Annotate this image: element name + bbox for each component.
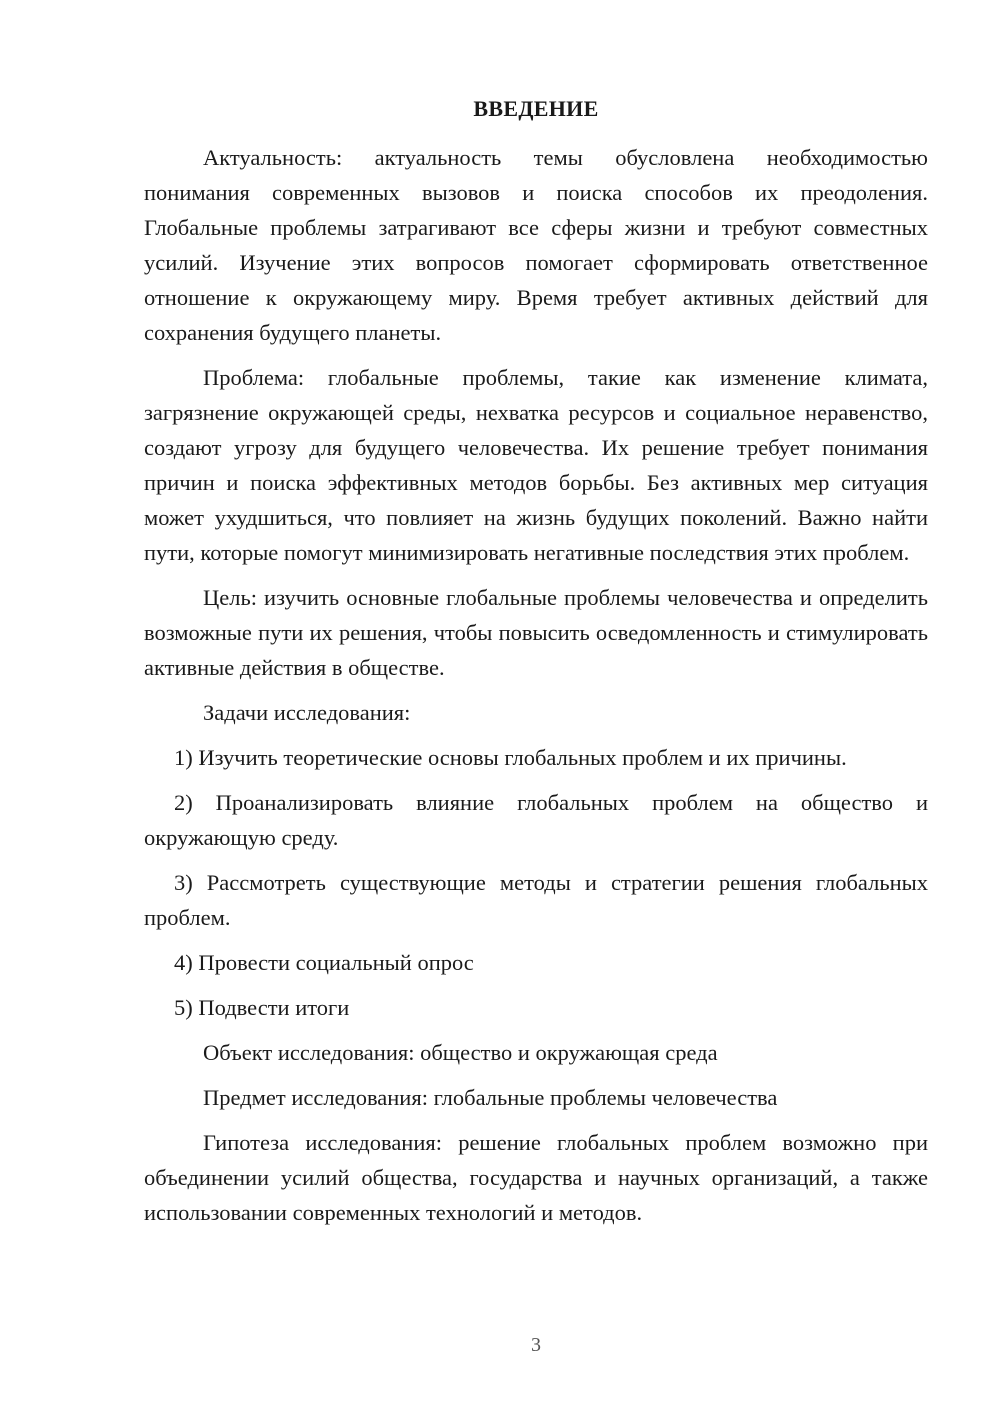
page-number: 3 (531, 1334, 541, 1356)
task-item-4: 4) Провести социальный опрос (174, 950, 474, 975)
tasks-heading: Задачи исследования: (203, 700, 411, 725)
hypothesis-paragraph: Гипотеза исследования: решение глобальных проблем возможно при объединении усилий общества, государства и научных организаций, а также использовании современных технологий и методов. (144, 1130, 928, 1225)
task-item-2: 2) Проанализировать влияние глобальных проблем на общество и окружающую среду. (144, 790, 928, 850)
object-paragraph: Объект исследования: общество и окружающая среда (203, 1040, 718, 1065)
relevance-paragraph: Актуальность: актуальность темы обусловлена необходимостью понимания современных вызовов и поиска способов их преодоления. Глобальные проблемы затрагивают все сферы жизни и требуют совместных усилий. Изучение этих вопросов помогает сформировать ответственное отношение к окружающему миру. Время требует активных действий для сохранения будущего планеты. (144, 145, 928, 345)
goal-paragraph: Цель: изучить основные глобальные проблемы человечества и определить возможные пути их решения, чтобы повысить осведомленность и стимулировать активные действия в обществе. (144, 585, 928, 680)
problem-paragraph: Проблема: глобальные проблемы, такие как изменение климата, загрязнение окружающей среды, нехватка ресурсов и социальное неравенство, создают угрозу для будущего человечества. Их решение требует понимания причин и поиска эффективных методов борьбы. Без активных мер ситуация может ухудшиться, что повлияет на жизнь будущих поколений. Важно найти пути, которые помогут минимизировать негативные последствия этих проблем. (144, 365, 928, 565)
subject-paragraph: Предмет исследования: глобальные проблемы человечества (203, 1085, 778, 1110)
page-title: ВВЕДЕНИЕ (473, 96, 599, 121)
document-body (144, 140, 928, 1240)
task-item-5: 5) Подвести итоги (174, 995, 350, 1020)
task-item-1: 1) Изучить теоретические основы глобальных проблем и их причины. (174, 745, 847, 770)
task-item-3: 3) Рассмотреть существующие методы и стратегии решения глобальных проблем. (144, 870, 928, 930)
